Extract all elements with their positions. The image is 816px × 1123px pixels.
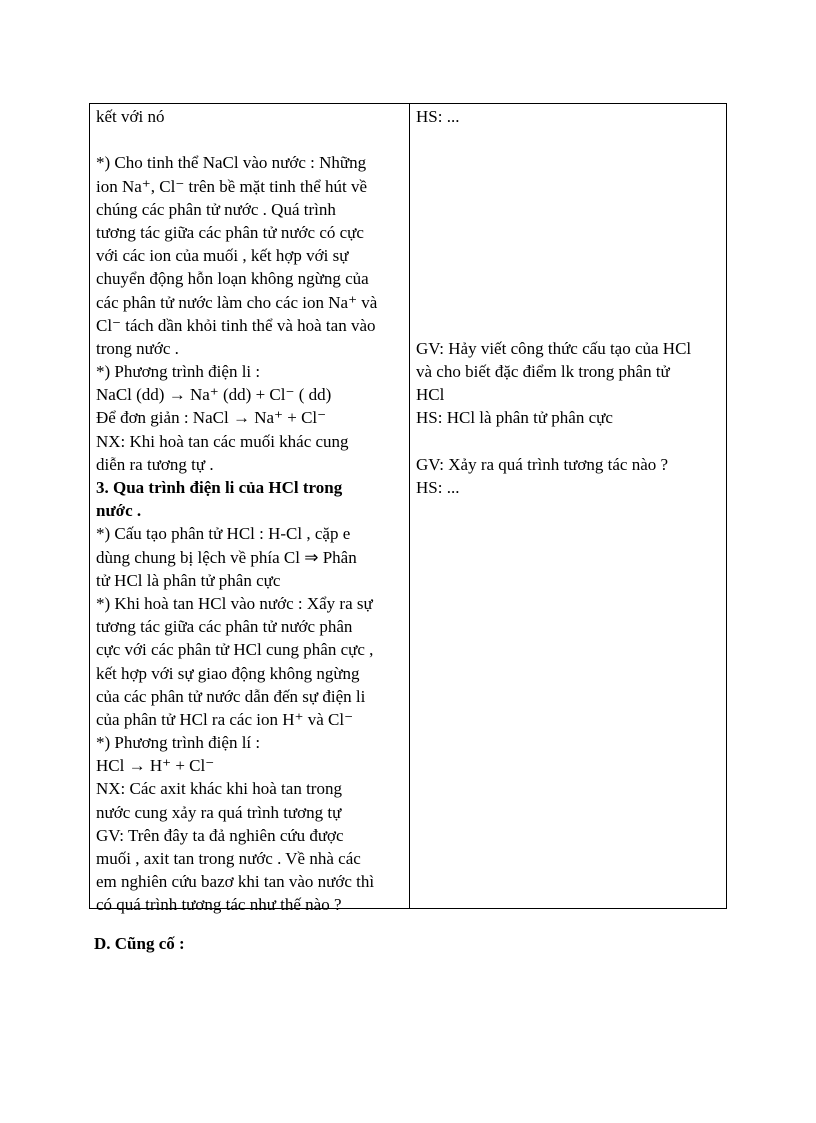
content-line: kết với nó bbox=[96, 107, 165, 126]
activity-line: HS: ... bbox=[416, 478, 460, 497]
content-line: cực với các phân tử HCl cung phân cực , bbox=[96, 640, 374, 660]
content-line: *) Phương trình điện lí : bbox=[96, 733, 261, 753]
content-line: *) Phương trình điện li : bbox=[96, 362, 261, 382]
content-line: tương tác giữa các phân tử nước có cực bbox=[96, 222, 364, 242]
content-line: tương tác giữa các phân tử nước phân bbox=[96, 617, 353, 637]
content-line: chúng các phân tử nước . Quá trình bbox=[96, 199, 336, 219]
content-line: tử HCl là phân tử phân cực bbox=[96, 570, 281, 590]
activity-line: GV: Hảy viết công thức cấu tạo của HCl bbox=[416, 338, 692, 358]
content-column bbox=[96, 105, 404, 917]
activity-column bbox=[416, 105, 726, 499]
activity-line bbox=[416, 291, 726, 314]
content-line: Cl⁻ tách dần khỏi tinh thể và hoà tan vào bbox=[96, 315, 376, 335]
activity-line bbox=[416, 267, 726, 290]
activity-line: và cho biết đặc điểm lk trong phân tử bbox=[416, 362, 670, 382]
content-line bbox=[96, 128, 404, 151]
content-line: chuyển động hỗn loạn không ngừng của bbox=[96, 269, 369, 289]
content-line: 3. Qua trình điện li của HCl trong bbox=[96, 478, 343, 497]
activity-line: HS: ... bbox=[416, 107, 460, 126]
content-line: trong nước . bbox=[96, 338, 179, 358]
activity-line bbox=[416, 151, 726, 174]
activity-line: HCl bbox=[416, 385, 445, 405]
lesson-table bbox=[89, 103, 727, 915]
activity-line: HS: HCl là phân tử phân cực bbox=[416, 408, 613, 428]
content-line: kết hợp với sự giao động không ngừng bbox=[96, 663, 360, 683]
content-line: nước cung xảy ra quá trình tương tự bbox=[96, 802, 342, 822]
content-line: các phân tử nước làm cho các ion Na⁺ và bbox=[96, 292, 378, 312]
content-line: muối , axit tan trong nước . Về nhà các bbox=[96, 849, 361, 868]
activity-line bbox=[416, 198, 726, 221]
content-line: với các ion của muối , kết hợp với sự bbox=[96, 246, 349, 266]
content-line: NX: Khi hoà tan các muối khác cung bbox=[96, 431, 349, 451]
content-line: dùng chung bị lệch về phía Cl ⇒ Phân bbox=[96, 547, 357, 567]
content-line: NaCl (dd) → Na⁺ (dd) + Cl⁻ ( dd) bbox=[96, 385, 332, 405]
content-line: ion Na⁺, Cl⁻ trên bề mặt tinh thể hút về bbox=[96, 176, 368, 196]
activity-line bbox=[416, 244, 726, 267]
content-line: nước . bbox=[96, 501, 142, 521]
activity-line bbox=[416, 314, 726, 337]
content-line: *) Cho tinh thể NaCl vào nước : Những bbox=[96, 153, 367, 173]
content-line: của các phân tử nước dẫn đến sự điện li bbox=[96, 686, 366, 706]
content-line: NX: Các axit khác khi hoà tan trong bbox=[96, 779, 342, 799]
content-line: Để đơn giản : NaCl → Na⁺ + Cl⁻ bbox=[96, 408, 327, 428]
activity-line bbox=[416, 221, 726, 244]
content-line: *) Cấu tạo phân tử HCl : H-Cl , cặp e bbox=[96, 524, 351, 544]
activity-line bbox=[416, 430, 726, 453]
activity-line bbox=[416, 175, 726, 198]
activity-line: GV: Xảy ra quá trình tương tác nào ? bbox=[416, 454, 669, 474]
content-line: có quá trình tương tác như thế nào ? bbox=[96, 895, 342, 915]
column-divider bbox=[409, 104, 410, 908]
content-line: HCl → H⁺ + Cl⁻ bbox=[96, 756, 215, 776]
activity-line bbox=[416, 128, 726, 151]
content-line: diễn ra tương tự . bbox=[96, 454, 214, 474]
content-line: *) Khi hoà tan HCl vào nước : Xẩy ra sự bbox=[96, 593, 373, 613]
content-line: GV: Trên đây ta đả nghiên cứu được bbox=[96, 825, 344, 845]
content-line: em nghiên cứu bazơ khi tan vào nước thì bbox=[96, 872, 375, 892]
section-heading: D. Cũng cố : bbox=[94, 934, 185, 953]
content-line: của phân tử HCl ra các ion H⁺ và Cl⁻ bbox=[96, 709, 354, 729]
